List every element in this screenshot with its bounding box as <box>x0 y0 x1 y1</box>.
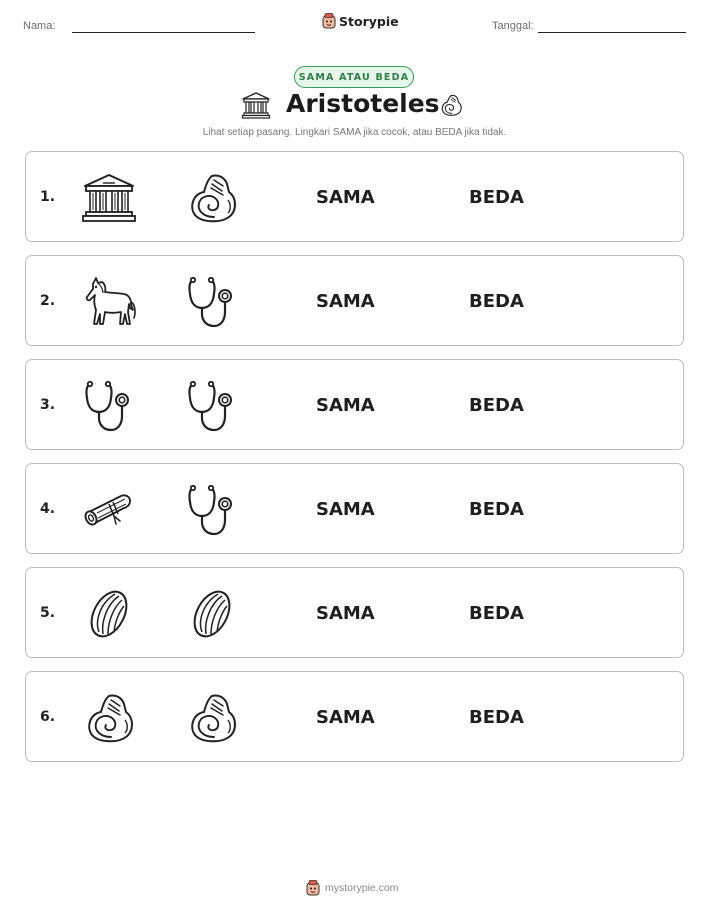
sama-option[interactable]: SAMA <box>316 187 375 208</box>
beda-option[interactable]: BEDA <box>469 707 524 728</box>
question-row-2 <box>25 255 684 346</box>
date-label: Tanggal: <box>492 20 534 32</box>
seed-icon <box>184 586 240 642</box>
sama-option[interactable]: SAMA <box>316 707 375 728</box>
stethoscope-icon <box>184 274 240 330</box>
seed-icon <box>81 586 137 642</box>
brand-name: Storypie <box>339 13 399 29</box>
beda-option[interactable]: BEDA <box>469 291 524 312</box>
storypie-mascot-icon <box>306 880 320 896</box>
snail-shell-icon <box>438 92 464 118</box>
activity-badge: SAMA ATAU BEDA <box>294 66 414 88</box>
question-row-3 <box>25 359 684 450</box>
question-row-6 <box>25 671 684 762</box>
beda-option[interactable]: BEDA <box>469 187 524 208</box>
date-line[interactable] <box>538 32 686 33</box>
stethoscope-icon <box>184 378 240 434</box>
sama-option[interactable]: SAMA <box>316 603 375 624</box>
footer-url[interactable]: mystorypie.com <box>325 882 399 894</box>
temple-icon <box>241 91 271 119</box>
horse-icon <box>81 274 137 330</box>
stethoscope-icon <box>184 482 240 538</box>
name-label: Nama: <box>23 20 56 32</box>
sama-option[interactable]: SAMA <box>316 499 375 520</box>
name-line[interactable] <box>72 32 255 33</box>
instruction-text: Lihat setiap pasang. Lingkari SAMA jika cocok, atau BEDA jika tidak. <box>202 127 507 138</box>
row-number: 2. <box>40 293 56 309</box>
question-row-1 <box>25 151 684 242</box>
beda-option[interactable]: BEDA <box>469 603 524 624</box>
row-number: 5. <box>40 605 56 621</box>
row-number: 4. <box>40 501 56 517</box>
stethoscope-icon <box>81 378 137 434</box>
shell-icon <box>81 690 137 746</box>
page-title: Aristoteles <box>286 89 440 118</box>
storypie-mascot-icon <box>322 13 336 29</box>
scroll-icon <box>81 482 137 538</box>
footer <box>306 880 399 896</box>
question-row-4 <box>25 463 684 554</box>
row-number: 6. <box>40 709 56 725</box>
row-number: 3. <box>40 397 56 413</box>
sama-option[interactable]: SAMA <box>316 291 375 312</box>
temple-icon <box>81 170 137 226</box>
shell-icon <box>184 170 240 226</box>
shell-icon <box>184 690 240 746</box>
beda-option[interactable]: BEDA <box>469 499 524 520</box>
brand-logo <box>322 13 399 29</box>
row-number: 1. <box>40 189 56 205</box>
sama-option[interactable]: SAMA <box>316 395 375 416</box>
question-row-5 <box>25 567 684 658</box>
beda-option[interactable]: BEDA <box>469 395 524 416</box>
